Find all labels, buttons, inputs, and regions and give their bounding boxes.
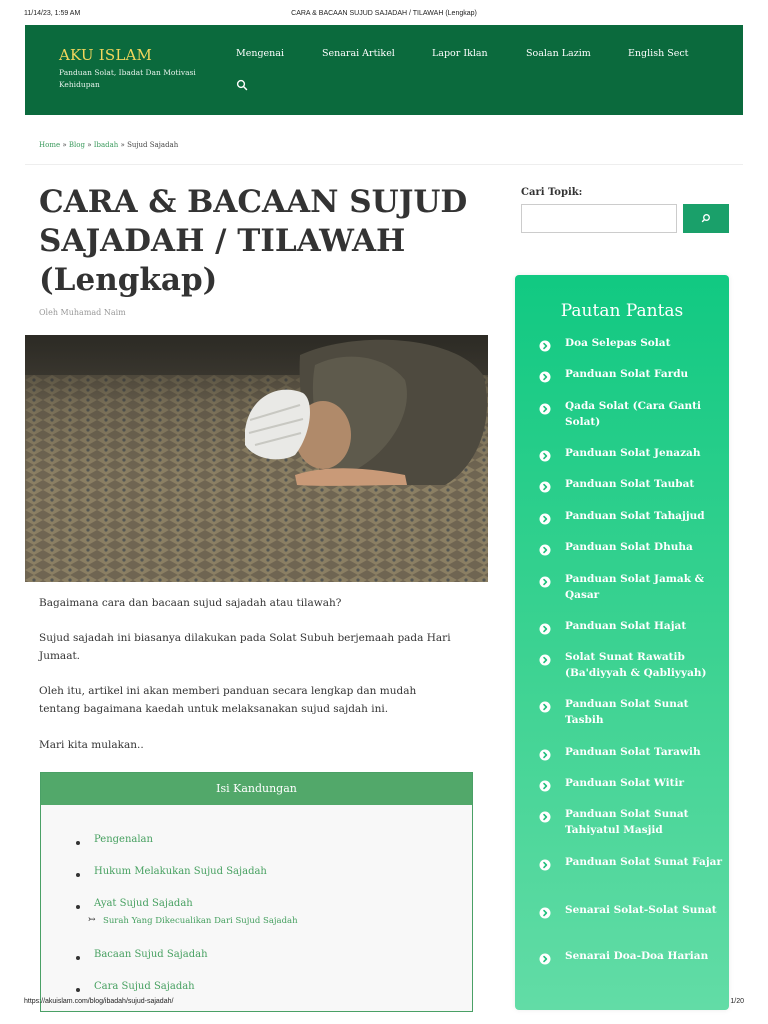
quick-link-label: Panduan Solat Tarawih <box>565 746 701 758</box>
toc-heading[interactable]: Isi Kandungan <box>41 773 472 805</box>
search-icon[interactable] <box>236 76 248 88</box>
bullet-icon <box>76 988 80 992</box>
quick-link-label: Solat Sunat Rawatib (Ba'diyyah & Qabliyyah) <box>565 651 707 679</box>
search-icon <box>701 211 711 226</box>
search-input[interactable] <box>521 204 677 233</box>
article-byline: Oleh Muhamad Naim <box>39 308 126 317</box>
quick-link-label: Panduan Solat Fardu <box>565 368 689 380</box>
nav-item-senarai-artikel[interactable]: Senarai Artikel <box>322 48 395 59</box>
quick-link-label: Qada Solat (Cara Ganti Solat) <box>565 400 701 428</box>
chevron-circle-right-icon <box>539 337 551 349</box>
quick-links-title: Pautan Pantas <box>560 301 684 321</box>
chevron-circle-right-icon <box>539 808 551 820</box>
site-tagline: Panduan Solat, Ibadat Dan Motivasi Kehidupan <box>59 68 196 89</box>
sub-arrow-icon: ↣ <box>88 915 96 925</box>
print-header <box>24 10 744 22</box>
bullet-icon <box>76 873 80 877</box>
breadcrumb <box>39 141 178 149</box>
article-paragraph: Sujud sajadah ini biasanya dilakukan pada Solat Subuh berjemaah pada Hari Jumaat. <box>39 632 451 662</box>
hero-image <box>25 335 488 582</box>
quick-link-label: Panduan Solat Tahajjud <box>565 510 705 522</box>
toc-item-pengenalan[interactable]: Pengenalan <box>94 834 153 845</box>
article-title: CARA & BACAAN SUJUD SAJADAH / TILAWAH (Lengkap) <box>39 184 468 298</box>
breadcrumb-separator: » <box>62 141 67 149</box>
breadcrumb-current: Sujud Sajadah <box>127 141 179 149</box>
quick-link-label: Senarai Doa-Doa Harian <box>565 950 709 962</box>
print-url: https://akuislam.com/blog/ibadah/sujud-sajadah/ <box>24 998 174 1005</box>
quick-link-label: Doa Selepas Solat <box>565 337 671 349</box>
chevron-circle-right-icon <box>539 777 551 789</box>
chevron-circle-right-icon <box>539 368 551 380</box>
toc-item-cara[interactable]: Cara Sujud Sajadah <box>94 981 195 992</box>
quick-link-label: Panduan Solat Witir <box>565 777 684 789</box>
site-logo[interactable]: AKU ISLAM <box>59 46 153 64</box>
chevron-circle-right-icon <box>539 620 551 632</box>
print-footer <box>24 998 744 1010</box>
nav-item-lapor-iklan[interactable]: Lapor Iklan <box>432 48 488 59</box>
nav-item-mengenai[interactable]: Mengenai <box>236 48 284 59</box>
chevron-circle-right-icon <box>539 651 551 663</box>
quick-link-label: Panduan Solat Sunat Fajar <box>565 856 722 868</box>
breadcrumb-separator: » <box>87 141 92 149</box>
quick-link-label: Panduan Solat Sunat Tasbih <box>565 698 689 726</box>
nav-item-english-section[interactable]: English Sect <box>628 48 689 59</box>
chevron-circle-right-icon <box>539 510 551 522</box>
quick-link-label: Panduan Solat Hajat <box>565 620 687 632</box>
print-datetime: 11/14/23, 1:59 AM <box>24 10 81 17</box>
bullet-icon <box>76 841 80 845</box>
article-paragraph: Oleh itu, artikel ini akan memberi panduan secara lengkap dan mudah tentang bagaimana kaedah untuk melaksanakan sujud sajdah ini. <box>39 685 417 715</box>
breadcrumb-home[interactable]: Home <box>39 141 61 149</box>
site-header <box>25 25 743 115</box>
print-page-number: 1/20 <box>730 998 744 1005</box>
quick-link-label: Senarai Solat-Solat Sunat <box>565 904 717 916</box>
toc-item-hukum[interactable]: Hukum Melakukan Sujud Sajadah <box>94 866 267 877</box>
quick-link-label: Panduan Solat Taubat <box>565 478 695 490</box>
chevron-circle-right-icon <box>539 400 551 412</box>
bullet-icon <box>76 905 80 909</box>
quick-link-label: Panduan Solat Sunat Tahiyatul Masjid <box>565 808 689 836</box>
search-button[interactable] <box>683 204 729 233</box>
nav-item-soalan-lazim[interactable]: Soalan Lazim <box>526 48 591 59</box>
divider <box>25 164 743 165</box>
breadcrumb-separator: » <box>120 141 125 149</box>
quick-links-panel <box>515 275 729 1010</box>
toc-item-ayat[interactable]: Ayat Sujud Sajadah <box>94 898 193 909</box>
chevron-circle-right-icon <box>539 746 551 758</box>
bullet-icon <box>76 956 80 960</box>
toc-item-bacaan[interactable]: Bacaan Sujud Sajadah <box>94 949 208 960</box>
chevron-circle-right-icon <box>539 904 551 916</box>
chevron-circle-right-icon <box>539 950 551 962</box>
chevron-circle-right-icon <box>539 856 551 868</box>
quick-link-label: Panduan Solat Dhuha <box>565 541 693 553</box>
chevron-circle-right-icon <box>539 478 551 490</box>
chevron-circle-right-icon <box>539 447 551 459</box>
search-label: Cari Topik: <box>521 187 583 198</box>
article-paragraph: Mari kita mulakan.. <box>39 739 144 751</box>
print-doc-title: CARA & BACAAN SUJUD SAJADAH / TILAWAH (Lengkap) <box>291 10 477 17</box>
breadcrumb-category[interactable]: Ibadah <box>93 141 119 149</box>
chevron-circle-right-icon <box>539 698 551 710</box>
chevron-circle-right-icon <box>539 573 551 585</box>
table-of-contents <box>40 772 473 1012</box>
chevron-circle-right-icon <box>539 541 551 553</box>
toc-subitem-surah-dikecualikan[interactable]: Surah Yang Dikecualikan Dari Sujud Sajadah <box>103 916 298 926</box>
quick-link-label: Panduan Solat Jamak & Qasar <box>565 573 705 601</box>
breadcrumb-blog[interactable]: Blog <box>68 141 85 149</box>
article-paragraph: Bagaimana cara dan bacaan sujud sajadah atau tilawah? <box>39 597 342 609</box>
quick-link-label: Panduan Solat Jenazah <box>565 447 701 459</box>
